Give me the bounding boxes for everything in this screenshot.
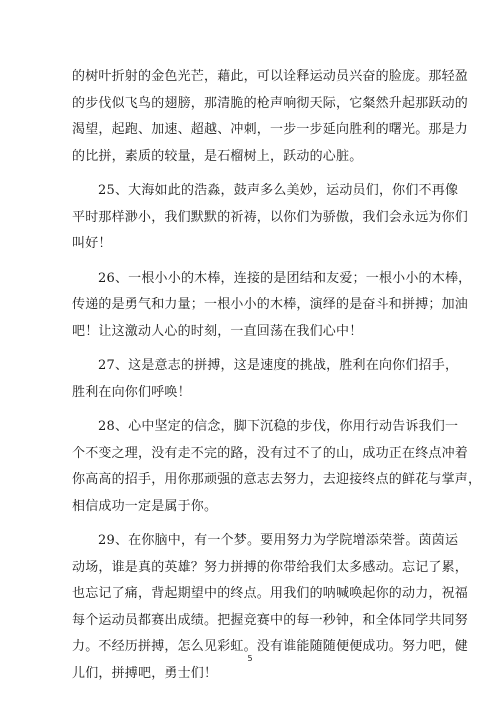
text-line: 相信成功一定是属于你。	[72, 498, 218, 514]
text-line: 平时那样渺小，我们默默的祈祷，以你们为骄傲，我们会永远为你们	[72, 209, 469, 225]
text-line: 渴望，起跑、加速、超越、冲刺，一步一步延向胜利的曙光。那是力	[72, 122, 469, 137]
paragraph-continued	[72, 64, 469, 170]
text-line: 29、在你脑中，有一个梦。要用努力为学院增添荣誉。茵茵运	[98, 533, 459, 548]
text-line: 胜利在向你们呼唤！	[72, 384, 191, 400]
text-line: 吧！让这激动人心的时刻，一直回荡在我们心中！	[72, 323, 363, 339]
page-number: 5	[247, 654, 253, 663]
text-line: 叫好！	[72, 236, 112, 251]
text-line: 个不变之理，没有走不完的路，没有过不了的山，成功正在终点冲着	[72, 445, 469, 461]
text-line: 传递的是勇气和力量；一根小小的木棒，演绎的是奋斗和拼搏；加油	[72, 297, 469, 312]
paragraph-25	[72, 178, 469, 258]
text-line: 26、一根小小的木棒，连接的是团结和友爱；一根小小的木棒，	[98, 270, 472, 286]
document-body	[72, 64, 482, 695]
text-line: 的比拼，素质的较量，是石榴树上，跃动的心脏。	[72, 148, 363, 164]
paragraph-26	[72, 266, 472, 346]
text-line: 也忘记了痛，背起期望中的终点。用我们的呐喊唤起你的动力，祝福	[72, 586, 469, 601]
text-line: 儿们，拼搏吧，勇士们！	[72, 665, 218, 681]
text-line: 的树叶折射的金色光芒，藉此，可以诠释运动员兴奋的脸庞。那轻盈	[72, 69, 469, 84]
text-line: 每个运动员都赛出成绩。把握竞赛中的每一秒钟，和全体同学共同努	[72, 612, 469, 628]
text-line: 你高高的招手，用你那顽强的意志去努力，去迎接终点的鲜花与掌声，	[72, 472, 482, 487]
text-line: 28、心中坚定的信念，脚下沉稳的步伐，你用行动告诉我们一	[98, 419, 459, 434]
text-line: 的步伐似飞鸟的翅膀，那清脆的枪声响彻天际，它粲然升起那跃动的	[72, 95, 469, 111]
paragraph-29	[72, 528, 469, 687]
text-line: 25、大海如此的浩淼，鼓声多么美妙，运动员们，你们不再像	[98, 183, 459, 198]
text-line: 27、这是意志的拼搏，这是速度的挑战，胜利在向你们招手，	[98, 358, 459, 373]
paragraph-28	[72, 414, 482, 520]
text-line: 动场，谁是真的英雄？努力拼搏的你带给我们太多感动。忘记了累，	[72, 559, 469, 575]
paragraph-27	[72, 353, 459, 406]
text-line: 力。不经历拼搏，怎么见彩虹。没有谁能随随便便成功。努力吧，健	[72, 639, 469, 654]
